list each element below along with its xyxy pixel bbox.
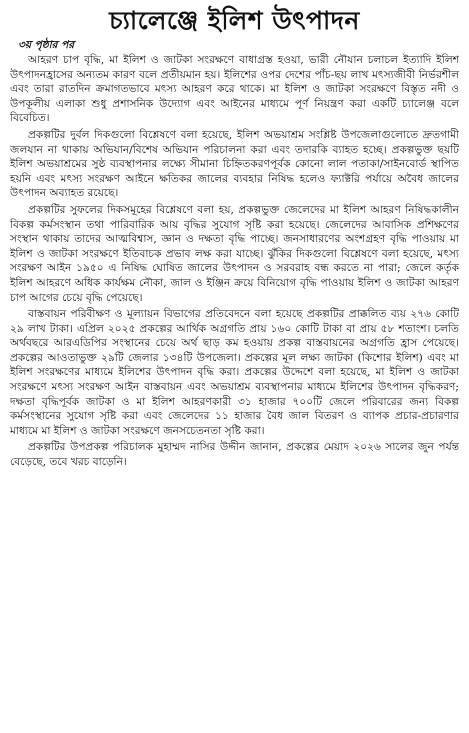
paragraph: আহরণ চাপ বৃদ্ধি, মা ইলিশ ও জাটকা সংরক্ষণে বাধাগ্রস্ত হওয়া, ভারী নৌযান চলাচল ইত্যাদি ইলিশ উৎপাদনহ্রাসের অন্যতম কারণ বলে প্রতীয়মান হয়। ইলিশের ওপর দেশের পাঁচ-ছয় লাখ মৎস্যজীবী নির্ভরশীল এবং তারা রাতদিন ক্রমাগতভাবে মৎস্য আহরণ করে থাকে। মা ইলিশ ও জাটকা সংরক্ষণে বিস্তৃত নদী ও উপকূলীয় এলাকা শুধু প্রশাসনিক উদ্যোগ এবং আইনের মাধ্যমে পূর্ণ নিয়ন্ত্রণ করা একটি চ্যালেঞ্জ বলে বিবেচিত।: [10, 54, 459, 125]
paragraph: প্রকল্পটির দুর্বল দিকগুলো বিশ্লেষণে বলা হয়েছে, ইলিশ অভয়াশ্রম সংশ্লিষ্ট উপজেলাগুলোতে দ্রুতগামী জলযান না থাকায় অভিযান/বিশেষ অভিযান পরিচালনা করা এবং তদারকি ব্যাহত হচ্ছে। প্রকল্পভুক্ত ছয়টি ইলিশ অভয়াশ্রমের সুষ্ঠ ব্যবস্থাপনার লক্ষ্যে সীমানা চিহ্নিতকরণপূর্বক কোনো লাল পতাকা/সাইনবোর্ড স্থাপিত হয়নি এবং মৎস্য সংরক্ষণ আইনে ক্ষতিকর জালের ব্যবহার নিষিদ্ধ হলেও ফ্যাক্টরি পর্যায়ে অবৈধ জালের উৎপাদন অব্যাহত রয়েছে।: [10, 128, 459, 200]
headline: চ্যালেঞ্জে ইলিশ উৎপাদন: [109, 6, 360, 35]
paragraph: প্রকল্পটির উপপ্রকল্প পরিচালক মুহাম্মদ নাসির উদ্দীন জানান, প্রকল্পের মেয়াদ ২০২৬ সালের জুন পর্যন্ত বেড়েছে, তবে খরচ বাড়েনি।: [10, 441, 459, 469]
article-body: [10, 53, 459, 470]
paragraph: প্রকল্পটির সুফলের দিকসমূহের বিশ্লেষণে বলা হয়, প্রকল্পভুক্ত জেলেদের মা ইলিশ আহরণ নিষিদ্ধকালীন বিকল্প কর্মসংস্থান তথা পারিবারিক আয় বৃদ্ধির সুযোগ সৃষ্টি করা হয়েছে। জেলেদের আবাসিক প্রশিক্ষণের সংস্থান থাকায় তাদের আত্মবিশ্বাস, জ্ঞান ও দক্ষতা বৃদ্ধি পাচ্ছে। জনসাধারণের অংশগ্রহণ বৃদ্ধি পাওয়ায় মা ইলিশ ও জাটকা সংরক্ষণে ইতিবাচক প্রভাব লক্ষ করা যাচ্ছে। ঝুঁকির দিকগুলো বিশ্লেষণে বলা হয়েছে, মৎস্য সংরক্ষণ আইন ১৯৫০ এ নিষিদ্ধ ঘোষিত জালের উৎপাদন ও সরবরাহ বন্ধ করতে না পারা; জেলে কর্তৃক ইলিশ আহরণে অধিক কার্যক্ষম নৌকা, জাল ও ইঞ্জিন ক্রয়ে বিনিয়োগ বৃদ্ধি পাওয়ায় ইলিশ ও জাটকা আহরণ চাপ আগের চেয়ে বৃদ্ধি পেয়েছে।: [10, 203, 459, 304]
paragraph: বাস্তবায়ন পরিবীক্ষণ ও মূল্যায়ন বিভাগের প্রতিবেদনে বলা হয়েছে প্রকল্পটির প্রাক্কলিত ব্যয় ২৭৬ কোটি ২৯ লাখ টাকা। এপ্রিল ২০২৫ প্রকল্পের আর্থিক অগ্রগতি প্রায় ১৬০ কোটি টাকা বা প্রায় ৫৮ শতাংশ। চলতি অর্থবছরে আরএডিপির সংস্থানের চেয়ে অর্থ ছাড় কম হওয়ায় প্রকল্প বাস্তবায়নের অগ্রগতি হ্রাস পেয়েছে। প্রকল্পের আওতাভুক্ত ২৯টি জেলার ১৩৪টি উপজেলা। প্রকল্পের মূল লক্ষ্য জাটকা (কিশোর ইলিশ) এবং মা ইলিশ সংরক্ষণের মাধ্যমে ইলিশের উৎপাদন বৃদ্ধি করা। প্রকল্পের উদ্দেশে বলা হয়েছে, মা ইলিশ ও জাটকা সংরক্ষণে মৎস্য সংরক্ষণ আইন বাস্তবায়ন এবং অভয়াশ্রম ব্যবস্থাপনার মাধ্যমে ইলিশের উৎপাদন বৃদ্ধিকরণ; দক্ষতা বৃদ্ধিপূর্বক জাটকা ও মা ইলিশ আহরণকারী ৩১ হাজার ৭০০টি জেলে পরিবারের জন্য বিকল্প কর্মসংস্থানের সুযোগ সৃষ্টি করা এবং জেলেদের ১১ হাজার বৈধ জাল বিতরণ ও ব্যাপক প্রচার-প্রচারণার মাধ্যমে মা ইলিশ ও জাটকা সংরক্ষণে জনসচেতনতা সৃষ্টি করা।: [10, 308, 459, 437]
continued-from-label: ৩য় পৃষ্ঠার পর: [18, 39, 75, 51]
